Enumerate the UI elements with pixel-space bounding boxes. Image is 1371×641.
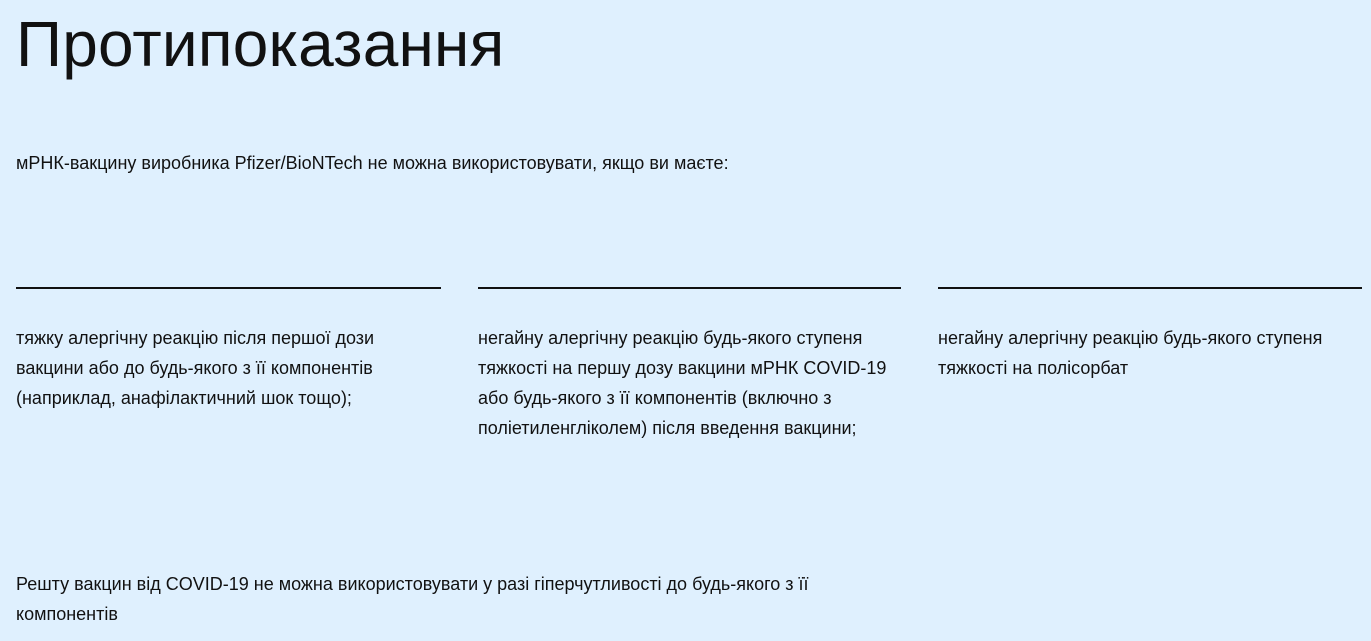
contraindication-text-1: тяжку алергічну реакцію після першої дози вакцини або до будь-якого з її компонентів (наприклад, анафілактичний шок тощо); [16,328,375,408]
contraindication-text-3: негайну алергічну реакцію будь-якого ступеня тяжкості на полісорбат [938,328,1323,378]
footer-note: Решту вакцин від COVID-19 не можна використовувати у разі гіперчутливості до будь-якого з її компонентів [16,574,809,624]
contraindication-column-3 [938,287,1362,443]
intro-text: мРНК-вакцину виробника Pfizer/BioNTech не можна використовувати, якщо ви маєте: [16,153,729,173]
contraindication-column-2 [478,287,901,443]
page-title: Протипоказання [16,8,505,80]
contraindication-column-1 [16,287,441,443]
contraindications-columns [16,287,1362,443]
contraindication-text-2: негайну алергічну реакцію будь-якого ступеня тяжкості на першу дозу вакцини мРНК COVID-19 або будь-якого з її компонентів (включно з поліетиленгліколем) після введення вакцини; [478,328,887,438]
